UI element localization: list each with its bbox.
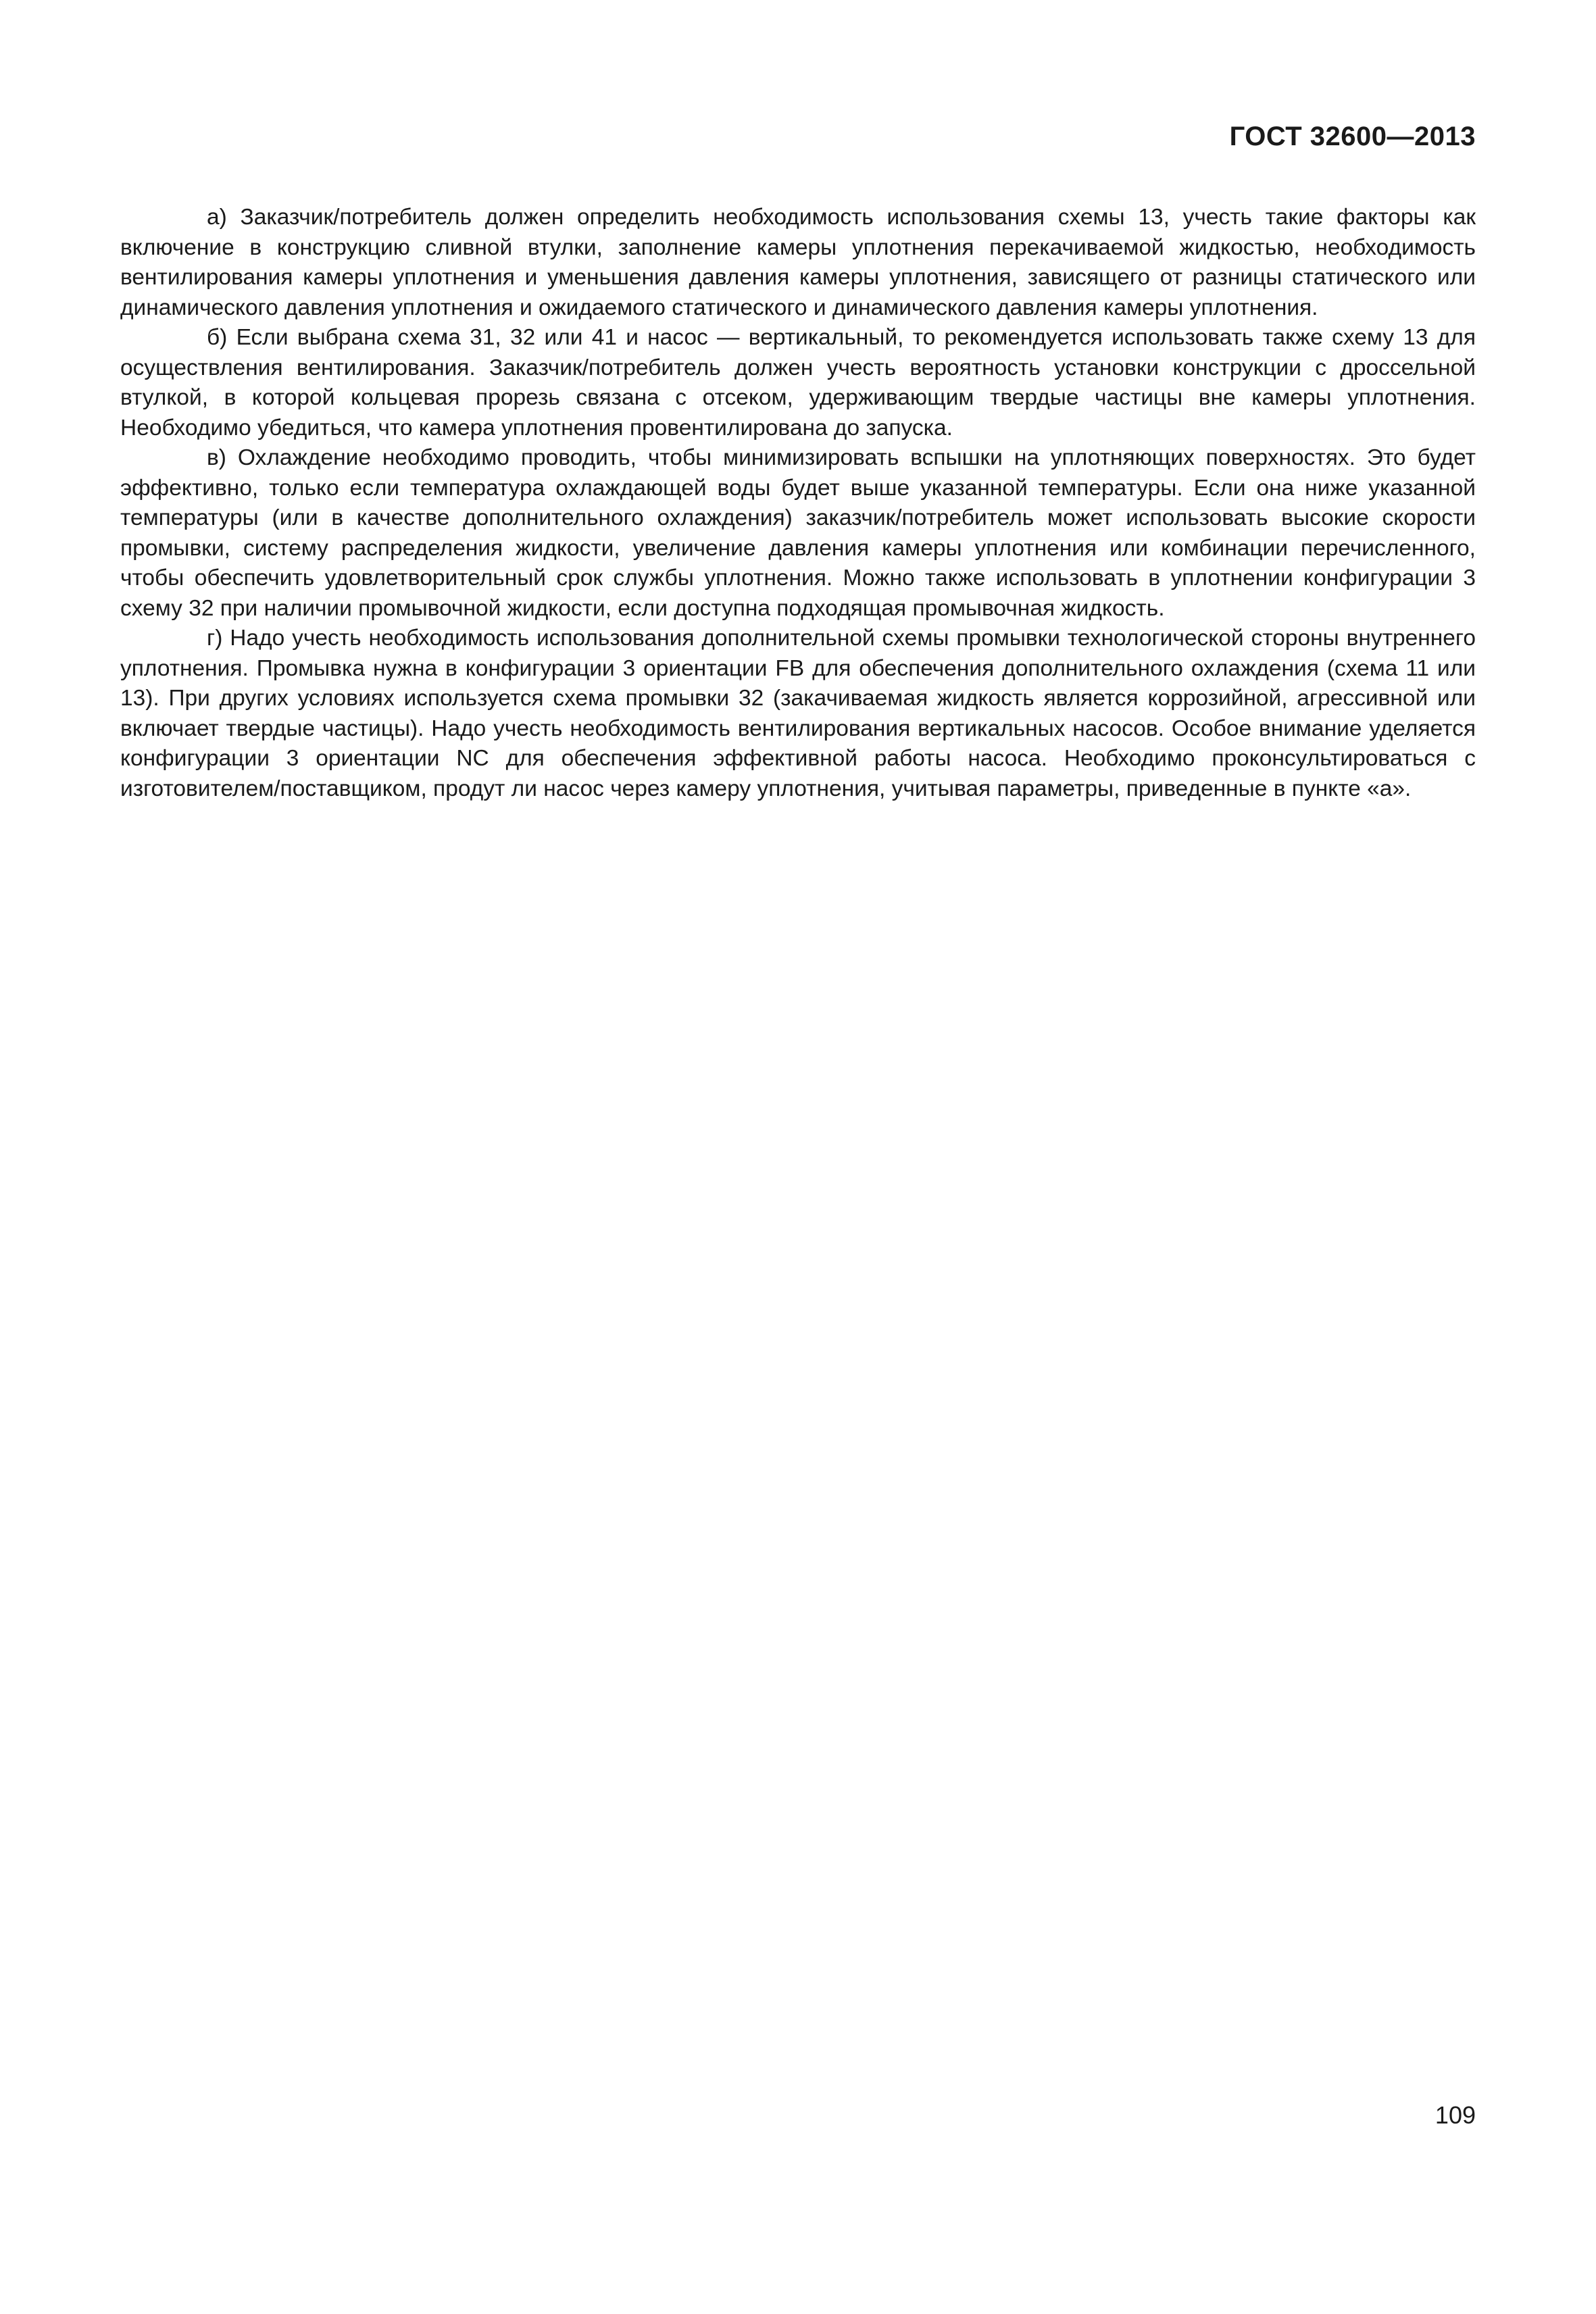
paragraph-text: Надо учесть необходимость использования дополнительной схемы промывки технологической стороны внутреннего уплотнения. Промывка нужна в конфигурации 3 ориентации FB для обеспечения дополнительного охлаждения (схема 11 или 13). При других условиях используется схема промывки 32 (закачиваемая жидкость является коррозийной, агрессивной или включает твердые частицы). Надо учесть необходимость вентилирования вертикальных насосов. Особое внимание уделяется конфигурации 3 ориентации NC для обеспечения эффективной работы насоса. Необходимо проконсультироваться с изготовителем/поставщиком, продут ли насос через камеру уплотнения, учитывая параметры, приведенные в пункте «а». xyxy=(120,626,1476,801)
paragraph-marker: б) xyxy=(207,325,228,350)
paragraph-text: Заказчик/потребитель должен определить необходимость использования схемы 13, учесть такие факторы как включение в конструкцию сливной втулки, заполнение камеры уплотнения перекачиваемой жидкостью, необходимость вентилирования камеры уплотнения и уменьшения давления камеры уплотнения, зависящего от разницы статического или динамического давления уплотнения и ожидаемого статического и динамического давления камеры уплотнения. xyxy=(120,205,1476,320)
paragraph-marker: в) xyxy=(207,445,226,470)
page-number: 109 xyxy=(1435,2101,1476,2129)
paragraph-marker: а) xyxy=(207,205,227,230)
standard-code-header: ГОСТ 32600—2013 xyxy=(1229,122,1476,151)
paragraph-marker: г) xyxy=(207,626,223,651)
paragraph-b xyxy=(120,323,1476,443)
paragraph-v xyxy=(120,443,1476,624)
paragraph-g xyxy=(120,624,1476,804)
paragraph-text: Охлаждение необходимо проводить, чтобы минимизировать вспышки на уплотняющих поверхностях. Это будет эффективно, только если температура охлаждающей воды будет выше указанной температуры. Если она ниже указанной температуры (или в качестве дополнительного охлаждения) заказчик/потребитель может использовать высокие скорости промывки, систему распределения жидкости, увеличение давления камеры уплотнения или комбинации перечисленного, чтобы обеспечить удовлетворительный срок службы уплотнения. Можно также использовать в уплотнении конфигурации 3 схему 32 при наличии промывочной жидкости, если доступна подходящая промывочная жидкость. xyxy=(120,445,1476,621)
paragraph-a xyxy=(120,203,1476,323)
document-body xyxy=(120,203,1476,804)
paragraph-text: Если выбрана схема 31, 32 или 41 и насос — вертикальный, то рекомендуется использовать также схему 13 для осуществления вентилирования. Заказчик/потребитель должен учесть вероятность установки конструкции с дроссельной втулкой, в которой кольцевая прорезь связана с отсеком, удерживающим твердые частицы вне камеры уплотнения. Необходимо убедиться, что камера уплотнения провентилирована до запуска. xyxy=(120,325,1476,441)
